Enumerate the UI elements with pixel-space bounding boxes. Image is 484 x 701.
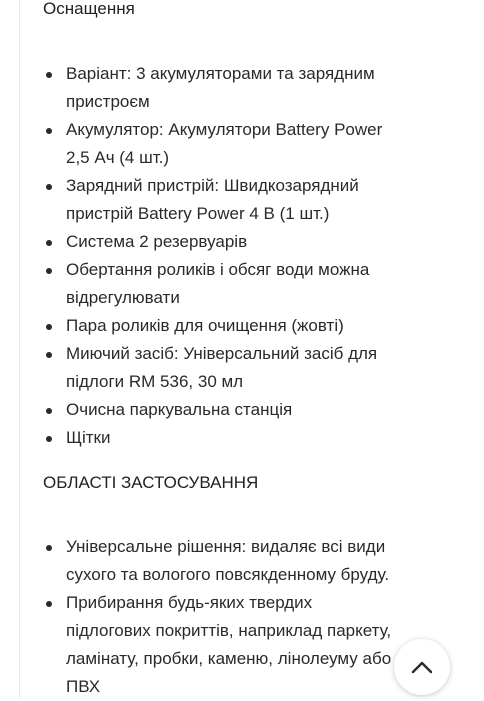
list-item [43,312,463,340]
list-item-line: пристроєм [66,92,150,111]
bullet-icon [46,408,52,414]
chevron-up-icon [411,660,433,674]
list-item-line: Акумулятор: Акумулятори Battery Power [66,120,383,139]
bullet-icon [46,240,52,246]
bullet-icon [46,545,52,551]
list-item-line: 2,5 Ач (4 шт.) [66,148,170,167]
list-item-line: сухого та вологого повсякденному бруду. [66,565,390,584]
list-item-line: Прибирання будь-яких твердих [66,593,313,612]
list-item-line: Універсальне рішення: видаляє всі види [66,537,386,556]
bullet-icon [46,184,52,190]
list-item-line: Щітки [66,428,111,447]
bullet-icon [46,601,52,607]
list-item-line: Миючий засіб: Універсальний засіб для [66,344,378,363]
bullet-icon [46,72,52,78]
list-item [43,396,463,424]
list-item-line: Обертання роликів і обсяг води можна [66,260,370,279]
list-item-line: ПВХ [66,677,101,696]
list-item [43,172,463,228]
bullet-icon [46,268,52,274]
list-item [43,424,463,452]
equipment-heading: Оснащення [43,0,135,18]
list-item [43,60,463,116]
list-item-line: Зарядний пристрій: Швидкозарядний [66,176,359,195]
list-item [43,116,463,172]
scroll-to-top-button[interactable] [394,639,450,695]
list-item [43,340,463,396]
list-item-line: підлоги RM 536, 30 мл [66,372,244,391]
list-item [43,228,463,256]
list-item-line: відрегулювати [66,288,180,307]
list-item-line: Варіант: 3 акумуляторами та зарядним [66,64,375,83]
list-item-line: пристрій Battery Power 4 В (1 шт.) [66,204,330,223]
bullet-icon [46,128,52,134]
list-item-line: Пара роликів для очищення (жовті) [66,316,344,335]
list-item [43,533,463,589]
list-item-line: ламінату, пробки, каменю, лінолеуму або [66,649,392,668]
list-item [43,256,463,312]
list-item-line: підлогових покриттів, наприклад паркету, [66,621,392,640]
bullet-icon [46,436,52,442]
list-item-line: Система 2 резервуарів [66,232,248,251]
content-left-border [19,0,20,699]
list-item-line: Очисна паркувальна станція [66,400,293,419]
bullet-icon [46,324,52,330]
bullet-icon [46,352,52,358]
equipment-list [43,60,463,452]
applications-heading: ОБЛАСТІ ЗАСТОСУВАННЯ [43,473,259,492]
